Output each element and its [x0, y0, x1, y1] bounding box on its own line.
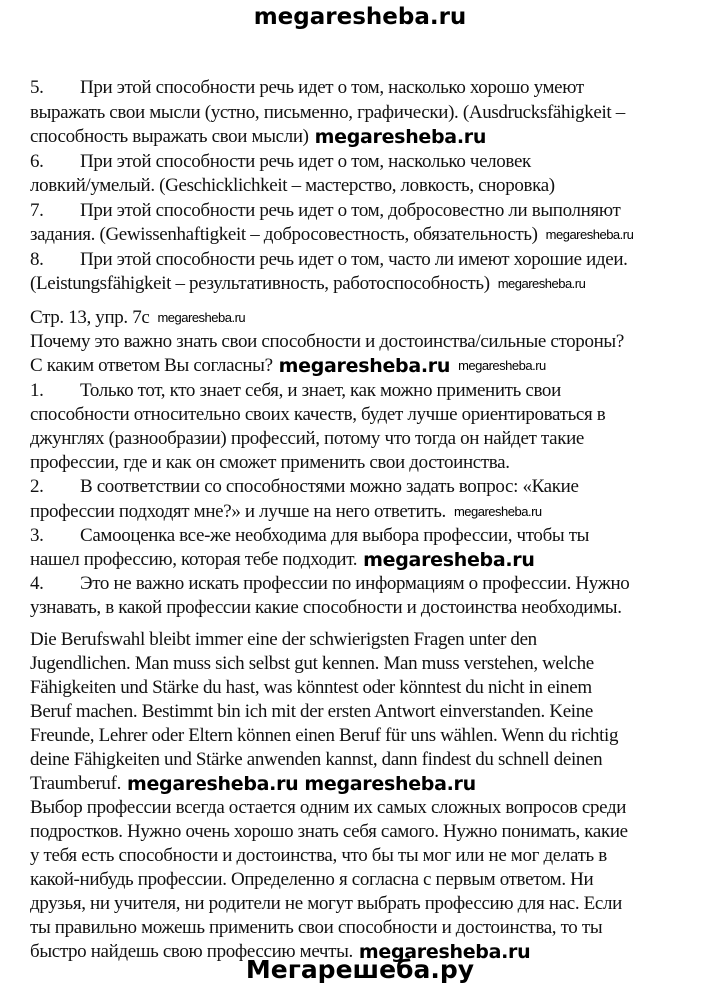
- text-line: [30, 248, 628, 272]
- text-line: [30, 676, 592, 700]
- line-text: Только тот, кто знает себя, и знает, как можно применить свои: [80, 379, 561, 401]
- line-text: Почему это важно знать свои способности и достоинства/сильные стороны?: [30, 331, 624, 353]
- text-line: [30, 916, 602, 940]
- line-text: какой-нибудь профессии. Определенно я согласна с первым ответом. Ни: [30, 869, 594, 890]
- line-text: В соответствии со способностями можно задать вопрос: «Какие: [80, 476, 579, 498]
- line-text: друзья, ни учителя, ни родители не могут выбрать профессию для нас. Если: [30, 893, 622, 914]
- line-text: Это не важно искать профессии по информациям о профессии. Нужно: [80, 573, 630, 595]
- watermark: megaresheba.ru: [458, 358, 546, 374]
- item-number: 2.: [30, 476, 44, 498]
- text-line: [30, 700, 593, 724]
- line-text: Beruf machen. Bestimmt bin ich mit der ersten Antwort einverstanden. Keine: [30, 701, 593, 722]
- line-text: у тебя есть способности и достоинства, что бы ты мог или не мог делать в: [30, 845, 607, 866]
- text-line: [30, 548, 535, 572]
- text-line: [30, 820, 628, 844]
- watermark: megaresheba.ru: [314, 126, 487, 148]
- line-text: быстро найдешь свою профессию мечты.: [30, 941, 353, 962]
- line-text: С каким ответом Вы согласны?: [30, 355, 273, 377]
- watermark: megaresheba.ru: [157, 310, 246, 325]
- text-line: [30, 330, 624, 354]
- line-text: Выбор профессии всегда остается одним их самых сложных вопросов среди: [30, 797, 627, 818]
- text-line: [30, 596, 622, 620]
- watermark: megaresheba.ru: [497, 276, 586, 291]
- line-text: профессии подходят мне?» и лучше на него ответить.: [30, 500, 446, 522]
- text-line: [30, 724, 618, 748]
- watermark: megaresheba.ru: [453, 503, 542, 519]
- watermark: megaresheba.ru: [304, 773, 476, 795]
- watermark: megaresheba.ru: [126, 773, 299, 795]
- line-text: ты правильно можешь применить свои способности и достоинства, то ты: [30, 917, 603, 938]
- line-text: Freunde, Lehrer oder Eltern können einen Beruf für uns wählen. Wenn du richtig: [30, 725, 619, 746]
- line-text: способности относительно своих качеств, будет лучше ориентироваться в: [30, 403, 606, 425]
- item-number: 7.: [30, 199, 44, 221]
- text-line: [30, 306, 245, 330]
- item-number: 3.: [30, 524, 44, 546]
- text-line: [30, 475, 579, 499]
- text-line: [30, 76, 584, 100]
- line-text: джунглях (разнообразии) профессий, потому что тогда он найдет такие: [30, 428, 584, 449]
- text-line: [30, 354, 546, 378]
- text-line: [30, 868, 593, 892]
- line-text: Стр. 13, упр. 7c: [30, 307, 150, 328]
- text-line: [30, 652, 594, 676]
- text-line: [30, 628, 537, 652]
- text-line: [30, 892, 622, 916]
- line-text: способность выражать свои мысли): [30, 126, 309, 147]
- text-line: [30, 379, 561, 403]
- site-header-watermark: megaresheba.ru: [253, 4, 467, 30]
- text-line: [30, 796, 626, 820]
- text-line: [30, 199, 620, 223]
- text-line: [30, 772, 476, 796]
- text-line: [30, 403, 605, 427]
- watermark: megaresheba.ru: [278, 355, 451, 378]
- line-text: Fähigkeiten und Stärke du hast, was könntest oder könntest du nicht in einem: [30, 677, 592, 698]
- line-text: При этой способности речь идет о том, насколько хорошо умеют: [80, 77, 584, 98]
- line-text: Die Berufswahl bleibt immer eine der schwierigsten Fragen unter den: [30, 629, 537, 650]
- item-number: 5.: [30, 77, 44, 98]
- text-line: [30, 174, 555, 198]
- watermark: megaresheba.ru: [358, 941, 531, 963]
- watermark: megaresheba.ru: [545, 227, 634, 242]
- text-line: [30, 524, 589, 548]
- line-text: профессии, где и как он сможет применить свои достоинства.: [30, 452, 510, 474]
- text-line: [30, 101, 625, 125]
- line-text: подростков. Нужно очень хорошо знать себя самого. Нужно понимать, какие: [30, 821, 628, 842]
- text-line: [30, 844, 607, 868]
- item-number: 6.: [30, 150, 44, 172]
- line-text: deine Fähigkeiten und Stärke anwenden kannst, dann findest du schnell deinen: [30, 749, 603, 770]
- item-number: 4.: [30, 573, 44, 595]
- text-line: [30, 451, 510, 475]
- line-text: Jugendlichen. Man muss sich selbst gut kennen. Man muss verstehen, welche: [30, 653, 594, 674]
- line-text: узнавать, в какой профессии какие способности и достоинства необходимы.: [30, 597, 622, 619]
- line-text: ловкий/умелый. (Geschicklichkeit – мастерство, ловкость, сноровка): [30, 175, 555, 196]
- line-text: Traumberuf.: [30, 773, 121, 794]
- text-line: [30, 125, 486, 149]
- text-line: [30, 223, 633, 247]
- text-line: [30, 150, 531, 174]
- item-number: 1.: [30, 379, 44, 401]
- line-text: Самооценка все-же необходима для выбора профессии, чтобы ты: [80, 524, 590, 546]
- line-text: нашел профессию, которая тебе подходит.: [30, 549, 358, 570]
- line-text: задания. (Gewissenhaftigkeit – добросовестность, обязательность): [30, 224, 538, 245]
- line-text: (Leistungsfähigkeit – результативность, работоспособность): [30, 273, 490, 294]
- text-line: [30, 272, 585, 296]
- line-text: При этой способности речь идет о том, часто ли имеют хорошие идеи.: [80, 248, 628, 270]
- item-number: 8.: [30, 248, 44, 270]
- text-line: [30, 427, 584, 451]
- line-text: При этой способности речь идет о том, добросовестно ли выполняют: [80, 199, 621, 221]
- site-footer-title: Мегарешеба.ру: [245, 955, 475, 984]
- text-line: [30, 572, 629, 596]
- text-line: [30, 500, 542, 524]
- text-line: [30, 748, 602, 772]
- watermark: megaresheba.ru: [363, 549, 535, 571]
- line-text: При этой способности речь идет о том, насколько человек: [80, 150, 531, 172]
- line-text: выражать свои мысли (устно, письменно, графически). (Ausdrucksfähigkeit –: [30, 101, 625, 123]
